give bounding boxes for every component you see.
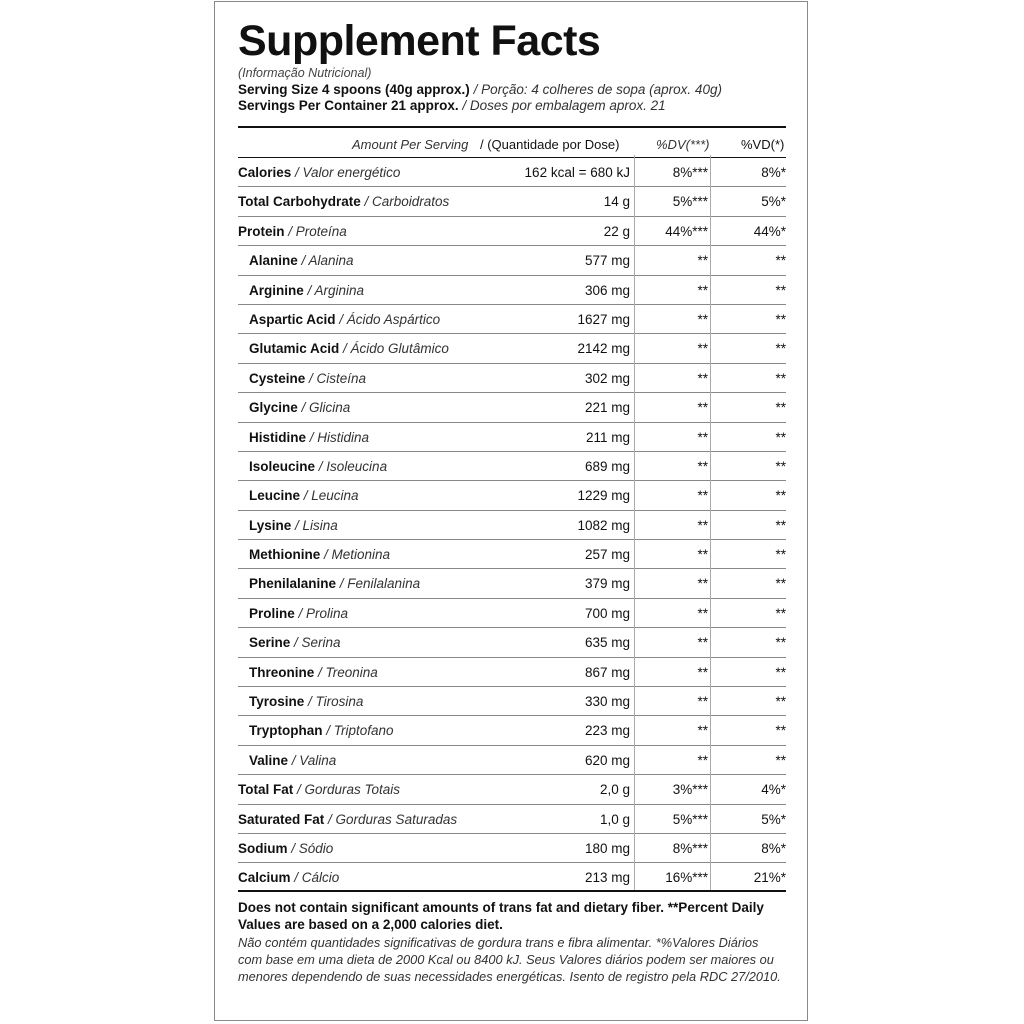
label-subtitle: (Informação Nutricional) [238,66,372,80]
dv-header: %DV(***) [656,137,710,152]
nutrient-dv: ** [697,458,708,474]
nutrient-name-pt: / Prolina [294,605,349,621]
nutrient-name-en: Aspartic Acid [249,311,336,327]
nutrient-name-pt: / Cálcio [290,870,340,886]
nutrient-name [249,459,387,474]
nutrient-dv: 16%*** [665,870,708,886]
table-row [238,774,786,803]
nutrient-dv: ** [697,605,708,621]
nutrient-vd: ** [775,635,786,651]
nutrient-name-pt: / Triptofano [322,723,394,739]
table-row [238,363,786,392]
nutrient-vd: ** [775,311,786,327]
nutrient-name [238,812,457,827]
nutrient-amount: 700 mg [584,605,630,621]
bottom-rule [238,890,786,892]
nutrient-name-pt: / Arginina [303,282,365,298]
servings-per-container-en: Servings Per Container 21 approx. [238,98,459,113]
nutrient-dv: ** [697,635,708,651]
nutrient-amount: 1627 mg [577,311,630,327]
nutrient-name-pt: / Glicina [297,400,351,416]
nutrient-amount: 180 mg [584,840,630,856]
nutrient-dv: ** [697,370,708,386]
quantidade-header: / (Quantidade por Dose) [480,137,620,152]
nutrient-amount: 213 mg [584,870,630,886]
table-row [238,186,786,215]
serving-size-en: Serving Size 4 spoons (40g approx.) [238,82,470,97]
nutrient-vd: ** [775,282,786,298]
table-row [238,392,786,421]
table-row [238,275,786,304]
nutrient-name [249,547,390,562]
nutrient-name-en: Calories [238,165,292,180]
nutrient-dv: 5%*** [672,194,708,210]
nutrient-dv: ** [697,282,708,298]
nutrient-dv: ** [697,576,708,592]
nutrient-amount: 306 mg [584,282,630,298]
table-row [238,157,786,186]
nutrient-dv: ** [697,488,708,504]
nutrient-vd: 5%* [761,811,786,827]
supplement-facts-panel [214,1,808,1021]
nutrient-name-en: Sodium [238,840,288,856]
nutrient-amount: 330 mg [584,694,630,710]
nutrient-name [238,870,339,885]
nutrient-amount: 223 mg [584,723,630,739]
nutrient-vd: ** [775,370,786,386]
nutrient-dv: ** [697,400,708,416]
nutrient-name [249,665,378,680]
nutrient-amount: 221 mg [584,400,630,416]
nutrient-name-en: Histidine [249,429,307,445]
nutrient-vd: 4%* [761,782,786,798]
nutrient-vd: ** [775,458,786,474]
nutrient-name-en: Tryptophan [249,723,323,739]
nutrient-name-en: Glutamic Acid [249,341,340,357]
label-title: Supplement Facts [238,17,601,65]
nutrient-name [249,606,348,621]
nutrient-vd: ** [775,253,786,269]
nutrient-name-pt: / Valina [288,752,337,768]
table-row [238,627,786,656]
nutrient-name-en: Lysine [249,517,292,533]
nutrient-name-en: Alanine [249,253,298,269]
table-row [238,804,786,833]
nutrient-name-en: Total Fat [238,782,294,798]
table-row [238,216,786,245]
nutrient-dv: ** [697,311,708,327]
table-row [238,568,786,597]
nutrient-name [249,341,449,356]
table-row [238,510,786,539]
nutrient-name [238,841,333,856]
nutrient-name-pt: / Valor energético [291,165,401,180]
nutrient-name-pt: / Fenilalanina [336,576,421,592]
nutrient-dv: 5%*** [672,811,708,827]
nutrient-vd: 8%* [761,165,786,180]
nutrient-name-pt: / Metionina [320,547,391,563]
nutrient-dv: ** [697,664,708,680]
nutrient-name-en: Arginine [249,282,304,298]
nutrient-name-pt: / Leucina [300,488,359,504]
table-row [238,304,786,333]
nutrient-dv: 44%*** [665,223,708,239]
nutrient-amount: 14 g [603,194,630,210]
nutrient-name-en: Protein [238,223,285,239]
nutrient-dv: ** [697,752,708,768]
nutrient-amount: 620 mg [584,752,630,768]
nutrient-name-pt: / Lisina [291,517,338,533]
nutrient-name-pt: / Isoleucina [315,458,388,474]
nutrient-name-en: Serine [249,635,291,651]
nutrient-name-pt: / Sódio [287,840,334,856]
nutrient-name [249,283,364,298]
nutrient-name [249,371,366,386]
nutrient-name-en: Saturated Fat [238,811,325,827]
nutrient-amount: 379 mg [584,576,630,592]
nutrient-dv: ** [697,429,708,445]
table-row [238,598,786,627]
nutrient-dv: ** [697,547,708,563]
nutrient-name [249,723,394,738]
nutrient-name-en: Threonine [249,664,315,680]
nutrient-amount: 867 mg [584,664,630,680]
table-row [238,657,786,686]
nutrient-dv: 8%*** [672,840,708,856]
nutrient-name-en: Total Carbohydrate [238,194,361,210]
nutrient-name-pt: / Histidina [306,429,370,445]
nutrient-amount: 162 kcal = 680 kJ [524,165,630,180]
table-row [238,862,786,891]
nutrient-amount: 302 mg [584,370,630,386]
nutrient-vd: ** [775,694,786,710]
table-row [238,745,786,774]
nutrient-amount: 2,0 g [599,782,630,798]
nutrient-name-en: Calcium [238,870,291,886]
table-row [238,422,786,451]
nutrient-name-en: Cysteine [249,370,306,386]
nutrient-name-en: Phenilalanine [249,576,337,592]
nutrient-dv: ** [697,694,708,710]
nutrient-vd: ** [775,429,786,445]
nutrient-amount: 577 mg [584,253,630,269]
nutrient-vd: ** [775,341,786,357]
nutrient-vd: ** [775,605,786,621]
nutrient-name-pt: / Cisteína [305,370,367,386]
nutrient-name [249,312,440,327]
servings-per-container [238,99,666,113]
top-rule [238,126,786,128]
servings-per-container-pt: / Doses por embalagem aprox. 21 [458,98,666,113]
serving-size [238,83,722,97]
nutrient-name-pt: / Gorduras Saturadas [324,811,458,827]
nutrient-name [249,576,420,591]
nutrient-name [249,253,354,268]
nutrient-name-en: Methionine [249,547,321,563]
nutrient-name [238,194,449,209]
nutrient-name-pt: / Serina [290,635,341,651]
nutrient-amount: 2142 mg [577,341,630,357]
nutrient-name [249,753,336,768]
nutrient-amount: 689 mg [584,458,630,474]
table-row [238,245,786,274]
table-row [238,833,786,862]
nutrient-name-pt: / Proteína [284,223,347,239]
nutrient-name-en: Glycine [249,400,298,416]
nutrient-name [249,694,363,709]
nutrient-vd: ** [775,400,786,416]
nutrient-name [238,782,400,797]
nutrient-name [249,430,369,445]
nutrient-dv: 3%*** [672,782,708,798]
nutrient-vd: 8%* [761,840,786,856]
serving-size-pt: / Porção: 4 colheres de sopa (aprox. 40g) [469,82,722,97]
nutrient-amount: 257 mg [584,547,630,563]
nutrient-dv: ** [697,341,708,357]
nutrient-amount: 22 g [603,223,630,239]
table-row [238,480,786,509]
nutrient-dv: ** [697,723,708,739]
nutrient-name [238,165,400,180]
nutrient-vd: ** [775,517,786,533]
nutrient-vd: ** [775,576,786,592]
nutrient-vd: ** [775,547,786,563]
vd-header: %VD(*) [741,137,785,152]
nutrient-amount: 1,0 g [599,811,630,827]
nutrient-amount: 211 mg [585,429,630,445]
nutrient-name-en: Valine [249,752,289,768]
nutrient-dv: ** [697,253,708,269]
nutrient-vd: 21%* [753,870,786,886]
column-divider-1 [634,155,635,890]
column-divider-2 [710,155,711,890]
table-row [238,715,786,744]
footnote-english: Does not contain significant amounts of trans fat and dietary fiber. **Percent Daily Values are based on a 2,000 calories diet. [238,900,764,932]
table-row [238,333,786,362]
nutrient-vd: 5%* [761,194,786,210]
nutrient-table [238,157,786,892]
nutrient-name [238,224,347,239]
table-row [238,451,786,480]
amount-per-serving-header: Amount Per Serving [352,137,469,152]
nutrient-amount: 1082 mg [577,517,630,533]
nutrient-name [249,400,350,415]
nutrient-name-pt: / Gorduras Totais [293,782,401,798]
nutrient-vd: ** [775,488,786,504]
table-row [238,686,786,715]
nutrient-name-pt: / Carboidratos [360,194,450,210]
nutrient-name-pt: / Tirosina [304,694,364,710]
nutrient-name-pt: / Alanina [297,253,354,269]
nutrient-name-pt: / Treonina [314,664,378,680]
nutrient-name [249,488,359,503]
nutrient-dv: 8%*** [672,165,708,180]
nutrient-dv: ** [697,517,708,533]
nutrient-name [249,518,338,533]
nutrient-name-pt: / Ácido Glutâmico [339,341,449,357]
nutrient-vd: 44%* [753,223,786,239]
footnote-portuguese: Não contém quantidades significativas de gordura trans e fibra alimentar. *%Valores Diários com base em uma dieta de 2000 Kcal ou 8400 kJ. Seus Valores diários podem ser maiores ou menores dependendo de suas necessidades energéticas. Isento de registro pela RDC 27/2010. [238,935,781,984]
nutrient-vd: ** [775,664,786,680]
nutrient-name-en: Leucine [249,488,301,504]
nutrient-amount: 1229 mg [577,488,630,504]
nutrient-vd: ** [775,723,786,739]
nutrient-vd: ** [775,752,786,768]
nutrient-name-pt: / Ácido Aspártico [335,311,441,327]
nutrient-name-en: Isoleucine [249,458,316,474]
nutrient-name-en: Proline [249,605,295,621]
table-row [238,539,786,568]
nutrient-name-en: Tyrosine [249,694,305,710]
nutrient-name [249,635,341,650]
nutrient-amount: 635 mg [584,635,630,651]
